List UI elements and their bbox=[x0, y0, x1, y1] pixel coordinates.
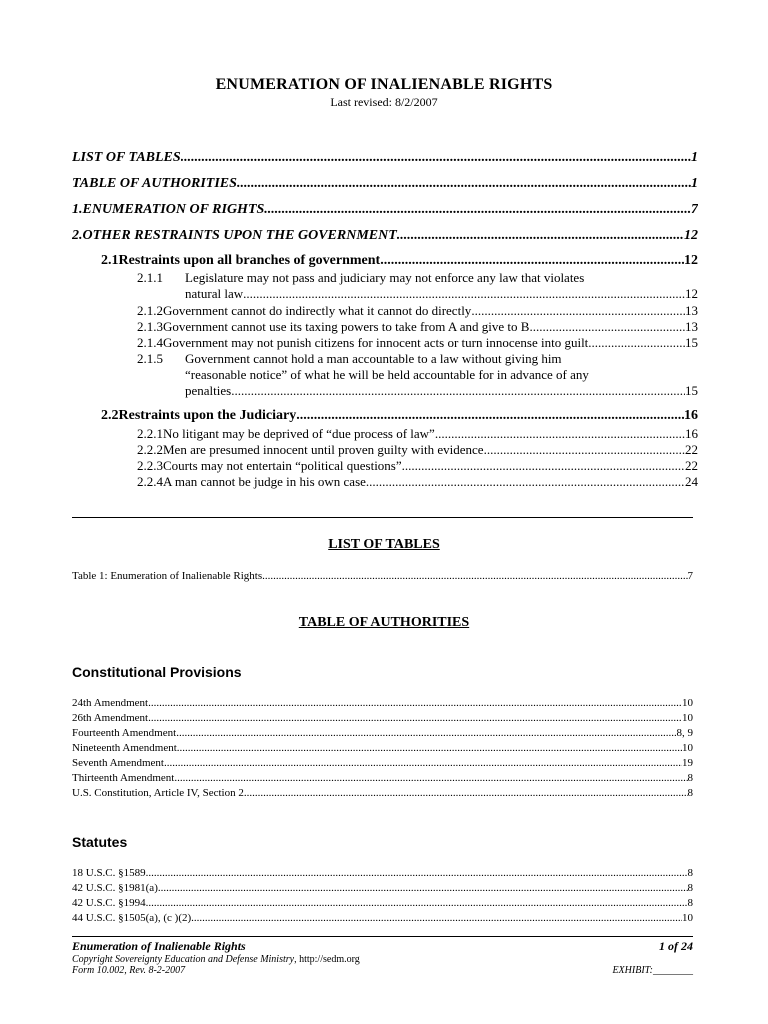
toc-entry-2-2-3[interactable]: 2.2.3 Courts may not entertain “political questions” ..... 22 bbox=[137, 458, 698, 474]
footer-divider bbox=[72, 936, 693, 937]
toc-entry-2-1-2[interactable]: 2.1.2 Government cannot do indirectly what it cannot do directly ..... 13 bbox=[137, 303, 698, 319]
statutes-heading: Statutes bbox=[72, 834, 128, 850]
toc-entry-2-2-1[interactable]: 2.2.1 No litigant may be deprived of “due process of law” ..... 16 bbox=[137, 426, 698, 442]
authority-entry[interactable]: Fourteenth Amendment ..... 8, 9 bbox=[72, 727, 693, 739]
footer-copyright: Copyright Sovereignty Education and Defense Ministry, http://sedm.org bbox=[72, 954, 360, 965]
section-divider bbox=[72, 517, 693, 518]
toc-entry-section-2-2[interactable]: 2.2 Restraints upon the Judiciary ..... 16 bbox=[101, 408, 698, 424]
statute-entry[interactable]: 42 U.S.C. §1994 ..... 8 bbox=[72, 897, 693, 909]
toc-entry-2-1-5-first-line[interactable]: 2.1.5 Government cannot hold a man accountable to a law without giving him bbox=[137, 351, 562, 366]
footer-form-number: Form 10.002, Rev. 8-2-2007 bbox=[72, 965, 186, 976]
list-of-tables-entry[interactable]: Table 1: Enumeration of Inalienable Rights ..... 7 bbox=[72, 570, 693, 582]
toc-entry-2-1-5-second-line: “reasonable notice” of what he will be held accountable for in advance of any bbox=[185, 367, 589, 382]
toc-entry-enumeration-of-rights[interactable]: 1. ENUMERATION OF RIGHTS ..... 7 bbox=[72, 202, 698, 218]
authority-entry[interactable]: U.S. Constitution, Article IV, Section 2 ..... 8 bbox=[72, 787, 693, 799]
footer-url[interactable]: , http://sedm.org bbox=[294, 954, 360, 965]
toc-entry-2-1-1-first-line[interactable]: 2.1.1 Legislature may not pass and judiciary may not enforce any law that violates bbox=[137, 270, 585, 285]
authority-entry[interactable]: Thirteenth Amendment ..... 8 bbox=[72, 772, 693, 784]
toc-entry-section-2-1[interactable]: 2.1 Restraints upon all branches of government ..... 12 bbox=[101, 253, 698, 269]
authority-entry[interactable]: 26th Amendment ..... 10 bbox=[72, 712, 693, 724]
footer-exhibit: EXHIBIT:________ bbox=[612, 965, 693, 976]
statute-entry[interactable]: 44 U.S.C. §1505(a), (c )(2) ..... 10 bbox=[72, 912, 693, 924]
toc-entry-other-restraints[interactable]: 2. OTHER RESTRAINTS UPON THE GOVERNMENT ..... 12 bbox=[72, 228, 698, 244]
toc-entry-list-of-tables[interactable]: LIST OF TABLES ..... 1 bbox=[72, 150, 698, 166]
toc-entry-2-2-4[interactable]: 2.2.4 A man cannot be judge in his own case ..... 24 bbox=[137, 474, 698, 490]
statute-entry[interactable]: 42 U.S.C. §1981(a) ..... 8 bbox=[72, 882, 693, 894]
page-number: 1 of 24 bbox=[659, 939, 693, 953]
toc-entry-table-of-authorities[interactable]: TABLE OF AUTHORITIES ..... 1 bbox=[72, 176, 698, 192]
toc-entry-2-1-1-continuation[interactable]: natural law ..... 12 bbox=[185, 286, 698, 302]
footer-title: Enumeration of Inalienable Rights bbox=[72, 939, 246, 953]
authority-entry[interactable]: 24th Amendment ..... 10 bbox=[72, 697, 693, 709]
toc-entry-2-1-4[interactable]: 2.1.4 Government may not punish citizens for innocent acts or turn innocense into guilt ..... 15 bbox=[137, 335, 698, 351]
toc-entry-2-2-2[interactable]: 2.2.2 Men are presumed innocent until proven guilty with evidence ..... 22 bbox=[137, 442, 698, 458]
toc-entry-2-1-3[interactable]: 2.1.3 Government cannot use its taxing powers to take from A and give to B ..... 13 bbox=[137, 319, 698, 335]
statute-entry[interactable]: 18 U.S.C. §1589 ..... 8 bbox=[72, 867, 693, 879]
toc-entry-2-1-5-continuation[interactable]: penalties ..... 15 bbox=[185, 383, 698, 399]
list-of-tables-heading: LIST OF TABLES bbox=[328, 537, 440, 552]
table-of-authorities-heading: TABLE OF AUTHORITIES bbox=[298, 615, 470, 630]
constitutional-provisions-heading: Constitutional Provisions bbox=[72, 664, 242, 680]
document-title: ENUMERATION OF INALIENABLE RIGHTS bbox=[215, 76, 553, 93]
authority-entry[interactable]: Seventh Amendment ..... 19 bbox=[72, 757, 693, 769]
authority-entry[interactable]: Nineteenth Amendment ..... 10 bbox=[72, 742, 693, 754]
last-revised: Last revised: 8/2/2007 bbox=[330, 95, 438, 109]
